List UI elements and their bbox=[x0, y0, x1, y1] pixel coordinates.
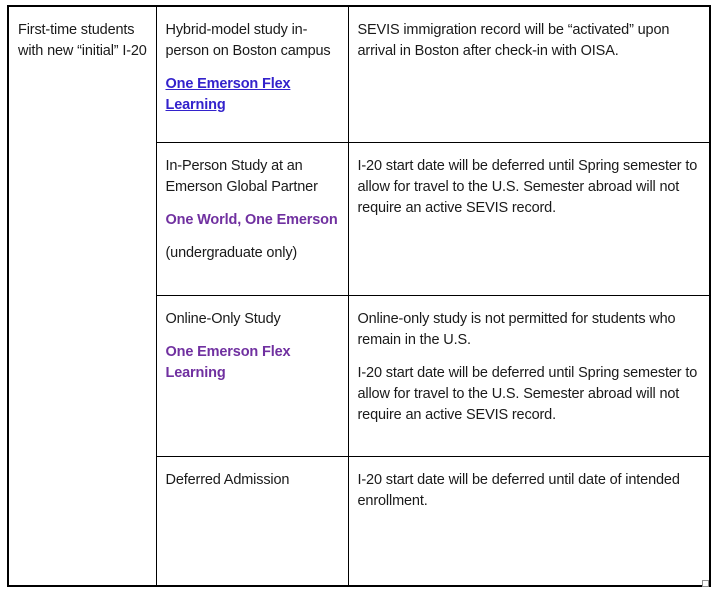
outcome-text-1: Online-only study is not permitted for students who remain in the U.S. bbox=[357, 310, 676, 348]
student-category-text: First-time students with new “initial” I-20 bbox=[18, 22, 147, 59]
outcome-text: I-20 start date will be deferred until date of intended enrollment. bbox=[357, 471, 680, 509]
study-mode-title: Deferred Admission bbox=[165, 471, 290, 488]
cell-outcome-deferred bbox=[348, 456, 710, 586]
cell-study-mode-deferred bbox=[156, 456, 348, 586]
table-resize-handle-icon[interactable] bbox=[702, 580, 709, 587]
one-emerson-flex-learning-label: One Emerson Flex Learning bbox=[165, 343, 291, 381]
study-mode-title: Hybrid-model study in-person on Boston campus bbox=[165, 22, 331, 59]
one-world-one-emerson-label: One World, One Emerson bbox=[165, 211, 338, 228]
cell-study-mode-hybrid bbox=[156, 6, 348, 142]
outcome-text-2: I-20 start date will be deferred until Spring semester to allow for travel to the U.S. Semester abroad will not require an active SEVIS record. bbox=[357, 364, 698, 423]
study-mode-title: In-Person Study at an Emerson Global Partner bbox=[165, 157, 318, 195]
student-status-table bbox=[7, 5, 711, 587]
cell-outcome-global-partner bbox=[348, 142, 710, 295]
cell-student-category bbox=[8, 6, 156, 586]
undergraduate-only-note: (undergraduate only) bbox=[165, 244, 298, 261]
study-mode-title: Online-Only Study bbox=[165, 310, 281, 327]
cell-study-mode-online-only bbox=[156, 295, 348, 456]
cell-study-mode-global-partner bbox=[156, 142, 348, 295]
outcome-text: I-20 start date will be deferred until Spring semester to allow for travel to the U.S. Semester abroad will not require an active SEVIS record. bbox=[357, 157, 698, 216]
cell-outcome-hybrid bbox=[348, 6, 710, 142]
outcome-text: SEVIS immigration record will be “activated” upon arrival in Boston after check-in with OISA. bbox=[357, 22, 670, 59]
cell-outcome-online-only bbox=[348, 295, 710, 456]
table-row bbox=[8, 6, 710, 142]
one-emerson-flex-learning-link[interactable]: One Emerson Flex Learning bbox=[165, 76, 291, 113]
